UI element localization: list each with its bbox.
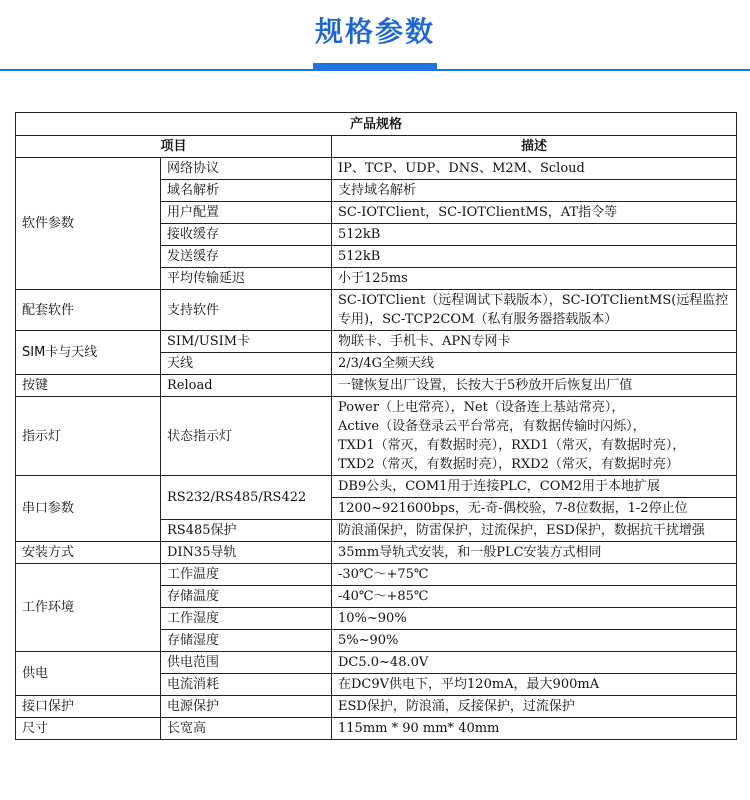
table-row	[16, 290, 737, 331]
table-row	[16, 158, 737, 180]
category-serial: 串口参数	[16, 476, 161, 542]
item-cell: 工作湿度	[161, 608, 332, 630]
category-mount: 安装方式	[16, 542, 161, 564]
desc-cell: 10%~90%	[332, 608, 737, 630]
desc-cell: 支持域名解析	[332, 180, 737, 202]
item-cell: 网络协议	[161, 158, 332, 180]
desc-cell: 35mm导轨式安装，和一般PLC安装方式相同	[332, 542, 737, 564]
item-cell: RS485保护	[161, 520, 332, 542]
item-cell: 发送缓存	[161, 246, 332, 268]
desc-cell: 在DC9V供电下，平均120mA，最大900mA	[332, 674, 737, 696]
item-cell: 支持软件	[161, 290, 332, 331]
desc-cell: 物联卡、手机卡、APN专网卡	[332, 331, 737, 353]
item-cell: 天线	[161, 353, 332, 375]
column-header-item: 项目	[16, 136, 332, 158]
category-interface-protection: 接口保护	[16, 696, 161, 718]
category-sim: SIM卡与天线	[16, 331, 161, 375]
desc-cell: IP、TCP、UDP、DNS、M2M、Scloud	[332, 158, 737, 180]
led-line: TXD1（常灭，有数据时亮），RXD1（常灭，有数据时亮），	[338, 438, 686, 453]
item-cell: RS232/RS485/RS422	[161, 476, 332, 520]
item-cell: 域名解析	[161, 180, 332, 202]
table-title-row	[16, 113, 737, 136]
column-header-desc: 描述	[332, 136, 737, 158]
desc-cell: 2/3/4G全频天线	[332, 353, 737, 375]
category-key: 按键	[16, 375, 161, 397]
item-cell: SIM/USIM卡	[161, 331, 332, 353]
item-cell: 电流消耗	[161, 674, 332, 696]
table-row	[16, 718, 737, 740]
item-cell: 接收缓存	[161, 224, 332, 246]
table-title: 产品规格	[16, 113, 737, 136]
item-cell: DIN35导轨	[161, 542, 332, 564]
desc-cell: -40℃～+85℃	[332, 586, 737, 608]
page-title: 规格参数	[314, 15, 435, 48]
item-cell: 工作温度	[161, 564, 332, 586]
category-size: 尺寸	[16, 718, 161, 740]
desc-cell: 1200~921600bps，无-奇-偶校验，7-8位数据，1-2停止位	[332, 498, 737, 520]
item-cell: 平均传输延迟	[161, 268, 332, 290]
table-row	[16, 375, 737, 397]
item-cell: 存储湿度	[161, 630, 332, 652]
table-header-row	[16, 136, 737, 158]
desc-cell: SC-IOTClient，SC-IOTClientMS，AT指令等	[332, 202, 737, 224]
item-cell: 用户配置	[161, 202, 332, 224]
category-led: 指示灯	[16, 397, 161, 476]
desc-cell: SC-IOTClient（远程调试下载版本），SC-IOTClientMS(远程监控专用)，SC-TCP2COM（私有服务器搭载版本）	[332, 290, 737, 331]
desc-cell	[332, 397, 737, 476]
category-env: 工作环境	[16, 564, 161, 652]
title-underline-accent	[313, 63, 437, 70]
table-row	[16, 476, 737, 498]
led-line: TXD2（常灭，有数据时亮），RXD2（常灭，有数据时亮）	[338, 457, 679, 472]
desc-cell: DB9公头，COM1用于连接PLC，COM2用于本地扩展	[332, 476, 737, 498]
desc-cell: DC5.0~48.0V	[332, 652, 737, 674]
desc-cell: 115mm * 90 mm* 40mm	[332, 718, 737, 740]
table-row	[16, 397, 737, 476]
desc-cell: 一键恢复出厂设置，长按大于5秒放开后恢复出厂值	[332, 375, 737, 397]
category-software: 软件参数	[16, 158, 161, 290]
item-cell: 存储温度	[161, 586, 332, 608]
desc-cell: 512kB	[332, 246, 737, 268]
table-row	[16, 564, 737, 586]
desc-cell: -30℃～+75℃	[332, 564, 737, 586]
page-header	[0, 0, 750, 110]
table-row	[16, 696, 737, 718]
desc-cell: 512kB	[332, 224, 737, 246]
category-power: 供电	[16, 652, 161, 696]
item-cell: Reload	[161, 375, 332, 397]
table-row	[16, 652, 737, 674]
item-cell: 电源保护	[161, 696, 332, 718]
desc-cell: 防浪涌保护，防雷保护，过流保护，ESD保护，数据抗干扰增强	[332, 520, 737, 542]
table-row	[16, 542, 737, 564]
desc-cell: 小于125ms	[332, 268, 737, 290]
category-bundled-software: 配套软件	[16, 290, 161, 331]
table-row	[16, 331, 737, 353]
item-cell: 长宽高	[161, 718, 332, 740]
led-line: Active（设备登录云平台常亮，有数据传输时闪烁），	[338, 419, 646, 434]
desc-cell: 5%~90%	[332, 630, 737, 652]
spec-table	[15, 112, 737, 740]
desc-cell: ESD保护，防浪涌，反接保护，过流保护	[332, 696, 737, 718]
led-line: Power（上电常亮），Net（设备连上基站常亮），	[338, 400, 625, 415]
item-cell: 供电范围	[161, 652, 332, 674]
item-cell: 状态指示灯	[161, 397, 332, 476]
